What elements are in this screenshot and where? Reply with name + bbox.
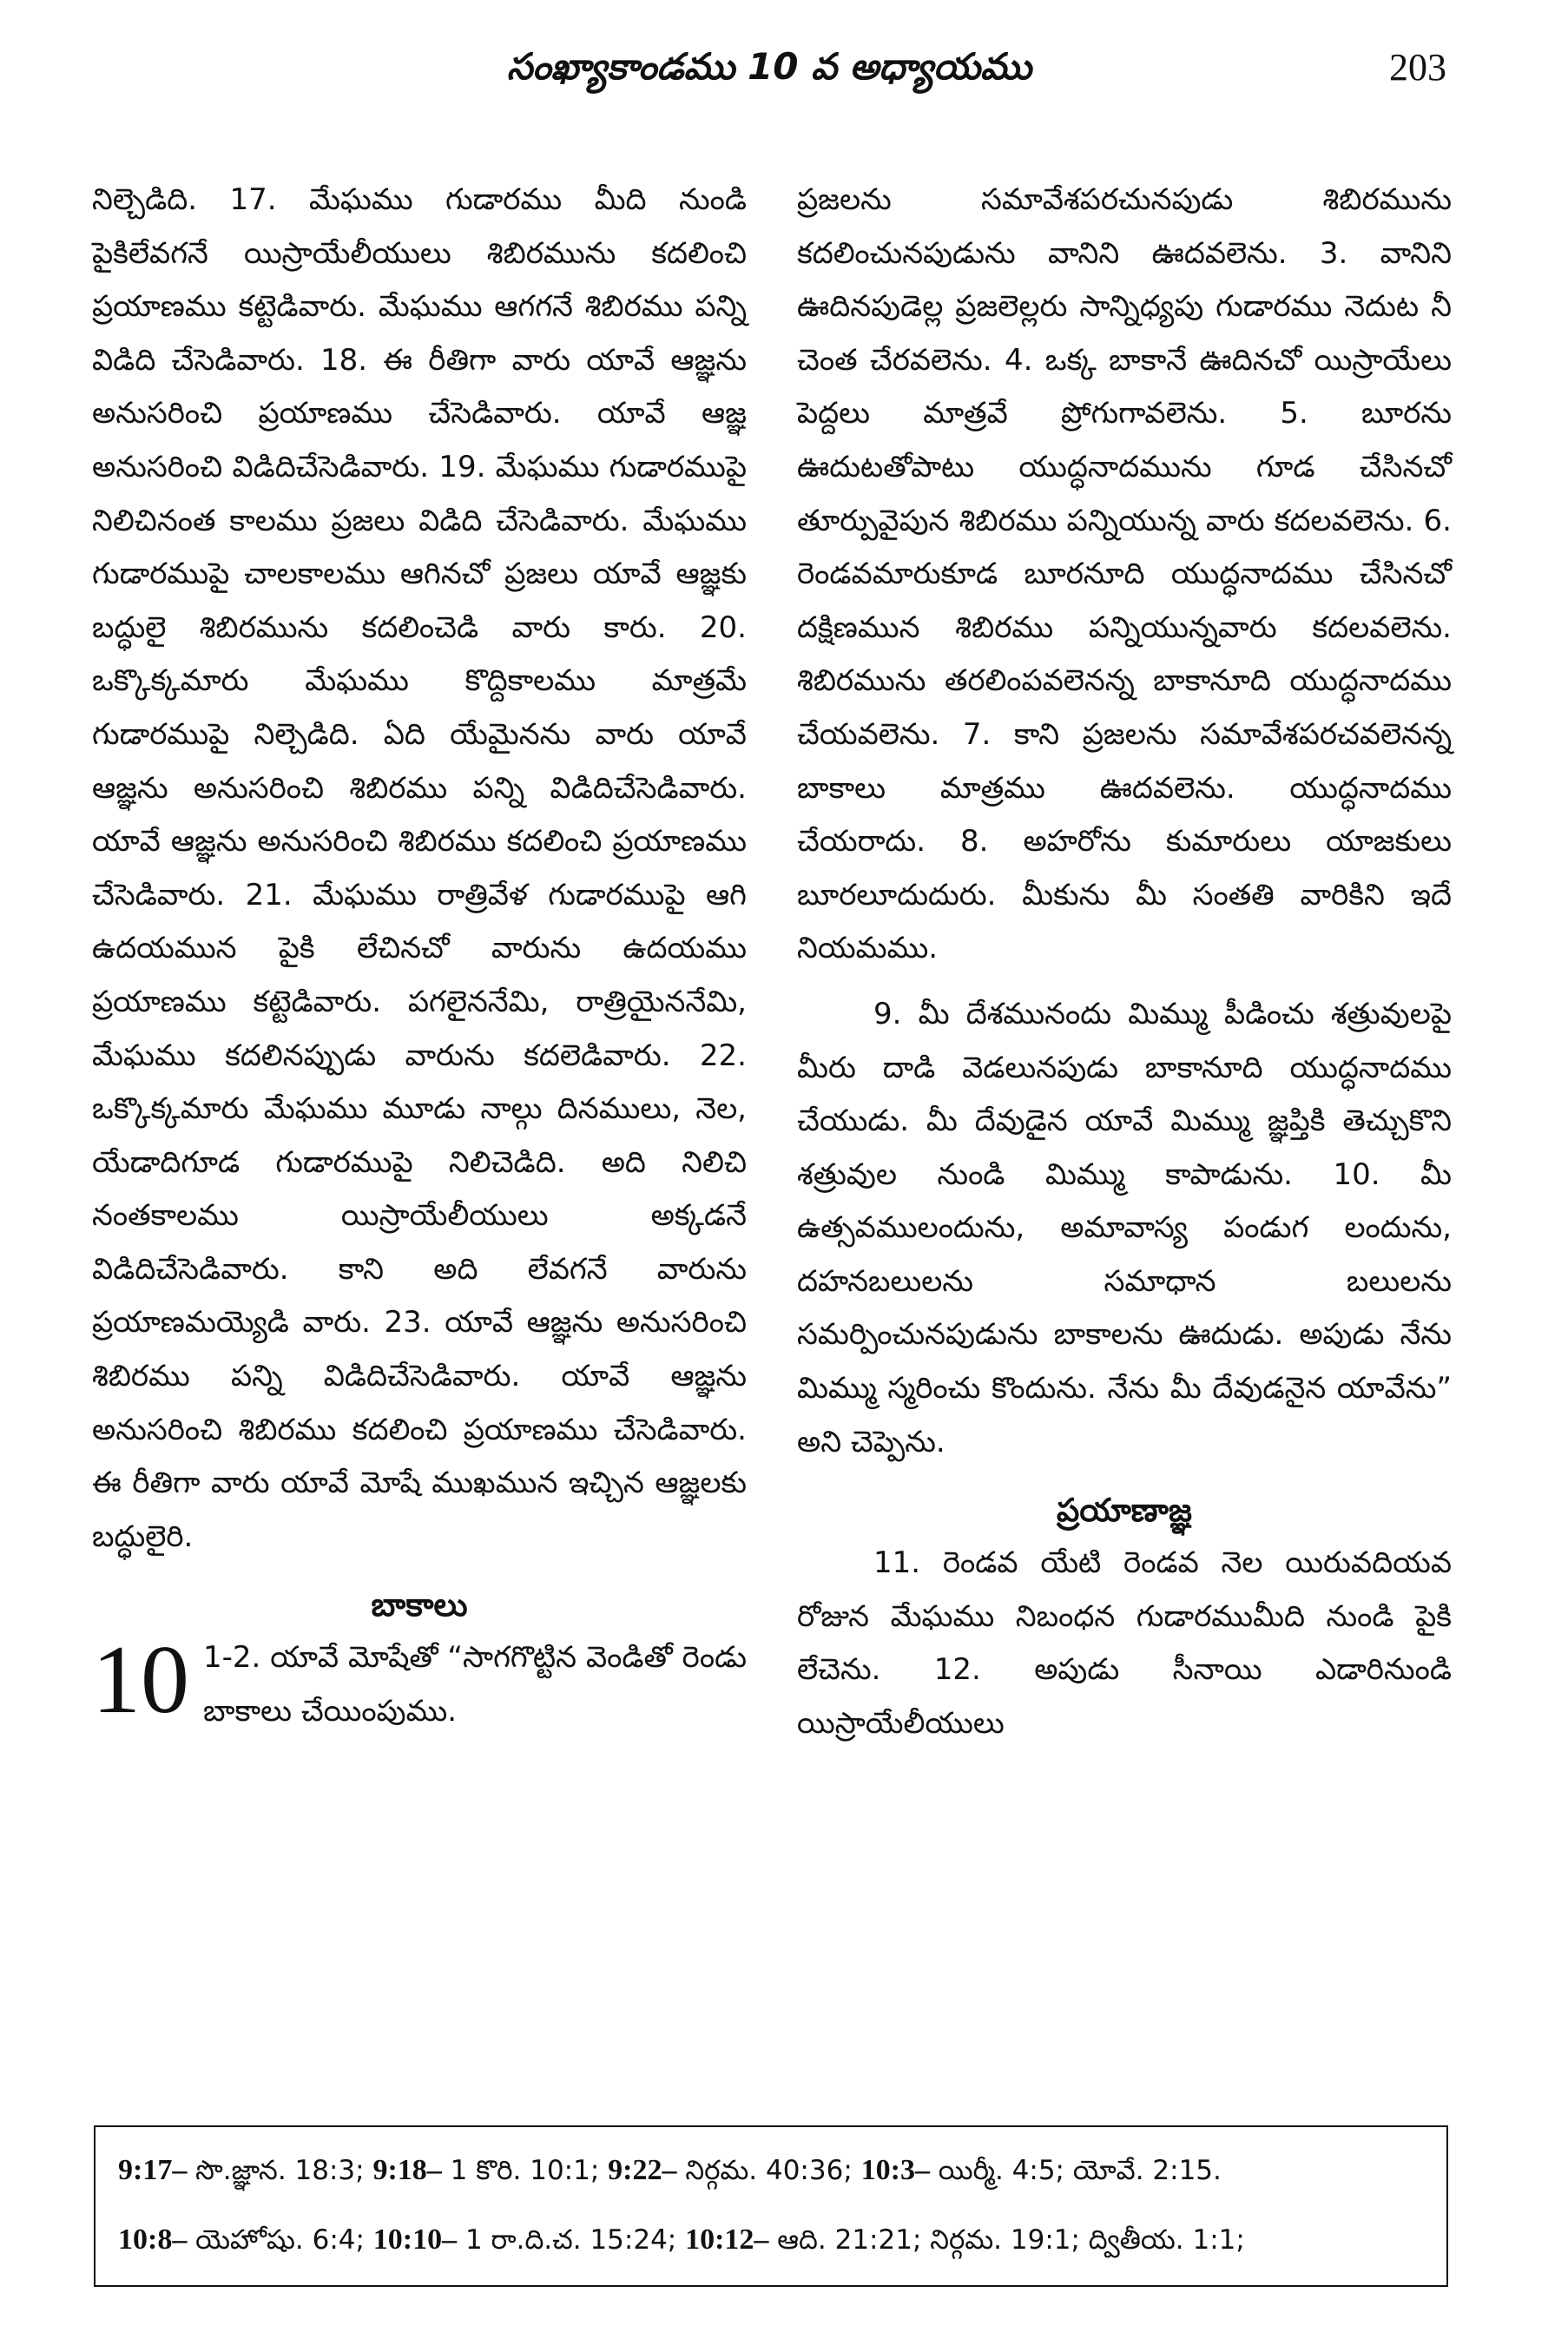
verse-paragraph: 9. మీ దేశమునందు మిమ్ము పీడించు శత్రువులపై మీరు దాడి వెడలునపుడు బాకానూది యుద్ధనాదము చేయుడు. మీ దేవుడైన యావే మిమ్ము జ్ఞప్తికి తెచ్చుకొని శత్రువుల నుండి మిమ్ము కాపాడును. 10. మీ ఉత్సవములందును, అమావాస్య పండుగ లందును, దహనబలులను సమాధాన బలులను సమర్పించునపుడును బాకాలను ఊదుడు. అపుడు నేను మిమ్ము స్మరించు కొందును. నేను మీ దేవుడనైన యావేను” అని చెప్పెను.: [797, 996, 1452, 1459]
footnote-ref: 10:8–: [118, 2224, 188, 2256]
footnote-line: [118, 2136, 1424, 2205]
footnote-ref: 9:17–: [118, 2154, 188, 2186]
footnote-ref: 9:18–: [372, 2154, 442, 2186]
verse-paragraph: 11. రెండవ యేటి రెండవ నెల యిరువదియవ రోజున మేఘము నిబంధన గుడారముమీది నుండి పైకి లేచెను. 12. అపుడు సీనాయి ఎడారినుండి యిస్రాయేలీయులు: [797, 1545, 1452, 1742]
verse-paragraph: 1-2. యావే మోషేతో “సాగగొట్టిన వెండితో రెండు బాకాలు చేయింపుము.: [203, 1640, 747, 1729]
running-title: సంఖ్యాకాండము 10 వ అధ్యాయము: [506, 45, 1032, 88]
footnote-text: యిర్మీ. 4:5; యోవే. 2:15.: [929, 2155, 1222, 2186]
verse-paragraph: నిల్చెడిది. 17. మేఘము గుడారము మీది నుండి పైకిలేవగనే యిస్రాయేలీయులు శిబిరమును కదలించి ప్రయాణము కట్టెడివారు. మేఘము ఆగగనే శిబిరము పన్ని విడిది చేసెడివారు. 18. ఈ రీతిగా వారు యావే ఆజ్ఞను అనుసరించి ప్రయాణము చేసెడివారు. యావే ఆజ్ఞ అనుసరించి విడిదిచేసెడివారు. 19. మేఘము గుడారముపై నిలిచినంత కాలము ప్రజలు విడిది చేసెడివారు. మేఘము గుడారముపై చాలకాలము ఆగినచో ప్రజలు యావే ఆజ్ఞకు బద్ధులై శిబిరమును కదలించెడి వారు కారు. 20. ఒక్కొక్కమారు మేఘము కొద్దికాలము మాత్రమే గుడారముపై నిల్చెడిది. ఏది యేమైనను వారు యావే ఆజ్ఞను అనుసరించి శిబిరము పన్ని విడిదిచేసెడివారు. యావే ఆజ్ఞను అనుసరించి శిబిరము కదలించి ప్రయాణము చేసెడివారు. 21. మేఘము రాత్రివేళ గుడారముపై ఆగి ఉదయమున పైకి లేచినచో వారును ఉదయము ప్రయాణము కట్టెడివారు. పగలైననేమి, రాత్రియైననేమి, మేఘము కదలినప్పుడు వారును కదలెడివారు. 22. ఒక్కొక్కమారు మేఘము మూడు నాల్గు దినములు, నెల, యేడాదిగూడ గుడారముపై నిలిచెడిది. అది నిలిచి నంతకాలము యిస్రాయేలీయులు అక్కడనే విడిదిచేసెడివారు. కాని అది లేవగనే వారును ప్రయాణమయ్యెడి వారు. 23. యావే ఆజ్ఞను అనుసరించి శిబిరము పన్ని విడిదిచేసెడివారు. యావే ఆజ్ఞను అనుసరించి శిబిరము కదలించి ప్రయాణము చేసెడివారు. ఈ రీతిగా వారు యావే మోషే ముఖమున ఇచ్చిన ఆజ్ఞలకు బద్ధులైరి.: [92, 182, 747, 1554]
footnote-text: ఆది. 21:21; నిర్గమ. 19:1; ద్వితీయ. 1:1;: [768, 2224, 1245, 2256]
footnote-text: యెహోషు. 6:4;: [187, 2224, 373, 2256]
footnote-ref: 10:3–: [860, 2154, 930, 2186]
page-number: 203: [1389, 46, 1446, 89]
footnote-ref: 10:12–: [685, 2224, 769, 2256]
right-column: [797, 174, 1452, 1751]
footnote-line: [118, 2205, 1424, 2275]
chapter-opening: [92, 1626, 747, 1738]
left-column: [92, 174, 747, 1739]
cross-reference-box: [94, 2125, 1448, 2287]
section-heading: ప్రయాణాజ్ఞ: [1057, 1492, 1192, 1530]
footnote-text: 1 కొరి. 10:1;: [441, 2155, 609, 2186]
page-header: [92, 45, 1446, 106]
footnote-ref: 9:22–: [608, 2154, 677, 2186]
section-heading: బాకాలు: [371, 1586, 468, 1624]
verse-paragraph: ప్రజలను సమావేశపరచునపుడు శిబిరమును కదలించునపుడును వానిని ఊదవలెను. 3. వానిని ఊదినపుడెల్ల ప్రజలెల్లరు సాన్నిధ్యపు గుడారము నెదుట నీ చెంత చేరవలెను. 4. ఒక్క బాకానే ఊదినచో యిస్రాయేలు పెద్దలు మాత్రవే ప్రోగుగావలెను. 5. బూరను ఊదుటతోపాటు యుద్ధనాదమును గూడ చేసినచో తూర్పువైపున శిబిరము పన్నియున్న వారు కదలవలెను. 6. రెండవమారుకూడ బూరనూది యుద్ధనాదము చేసినచో దక్షిణమున శిబిరము పన్నియున్నవారు కదలవలెను. శిబిరమును తరలింపవలెనన్న బాకానూది యుద్ధనాదము చేయవలెను. 7. కాని ప్రజలను సమావేశపరచవలెనన్న బాకాలు మాత్రము ఊదవలెను. యుద్ధనాదము చేయరాదు. 8. అహరోను కుమారులు యాజకులు బూరలూదుదురు. మీకును మీ సంతతి వారికిని ఇదే నియమము.: [797, 182, 1452, 966]
chapter-number: 10: [92, 1626, 189, 1735]
footnote-text: నిర్గమ. 40:36;: [676, 2155, 861, 2186]
footnote-text: 1 రా.ది.చ. 15:24;: [457, 2224, 686, 2256]
footnote-text: సొ.జ్ఞాన. 18:3;: [187, 2155, 373, 2186]
footnote-ref: 10:10–: [372, 2224, 458, 2256]
